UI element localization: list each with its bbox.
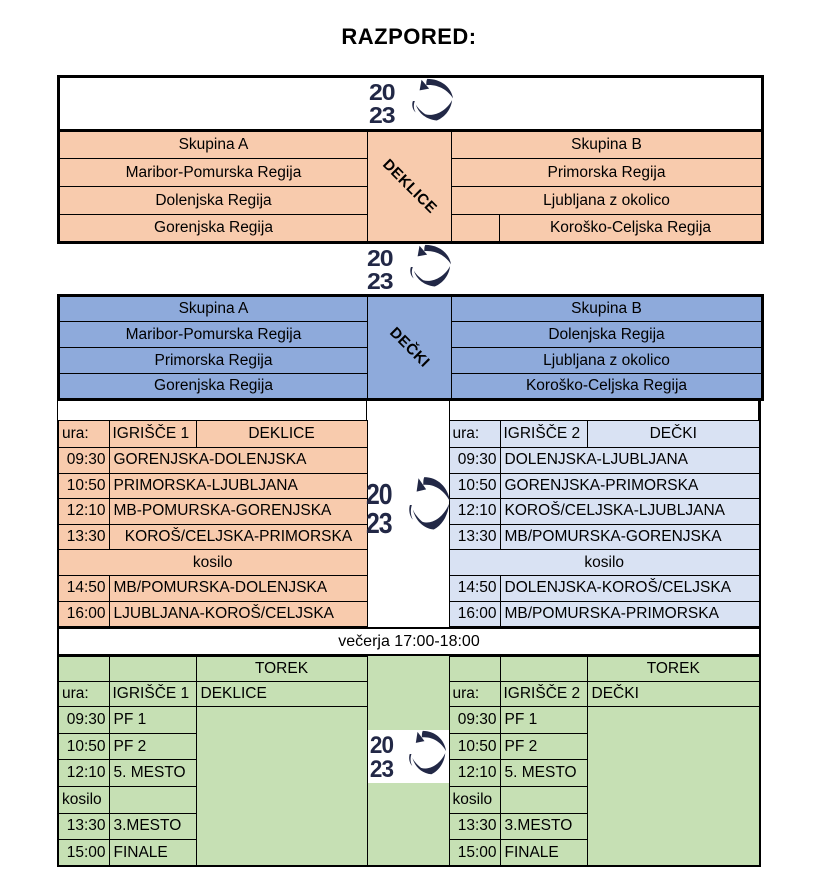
logo-2023 — [365, 476, 451, 534]
team-cell: Maribor-Pomurska Regija — [59, 322, 368, 348]
time-cell: 10:50 — [449, 733, 500, 760]
team-cell: Dolenjska Regija — [59, 187, 368, 215]
category-label: DEČKI — [386, 324, 433, 371]
category-cell-boys — [368, 296, 452, 400]
table-row — [59, 296, 763, 322]
page-title: RAZPORED: — [341, 24, 477, 49]
time-cell: 09:30 — [449, 448, 500, 474]
time-header: ura: — [58, 682, 109, 707]
empty-cell — [500, 657, 587, 682]
match-cell: DOLENJSKA-KOROŠ/CELJSKA — [500, 575, 760, 601]
logo-year-top: 20 — [366, 245, 393, 272]
match-cell: DOLENJSKA-LJUBLJANA — [500, 448, 760, 474]
table-row — [449, 499, 760, 525]
match-cell: LJUBLJANA-KOROŠ/CELJSKA — [109, 601, 367, 627]
time-cell: 15:00 — [449, 840, 500, 867]
category-label: DEKLICE — [378, 155, 441, 218]
table-row — [449, 421, 760, 448]
match-cell: FINALE — [109, 840, 196, 867]
grid-gap — [57, 401, 761, 420]
lunch-cell: kosilo — [58, 550, 367, 576]
time-cell: 10:50 — [58, 733, 109, 760]
table-row — [58, 707, 367, 734]
team-cell: Koroško-Celjska Regija — [500, 215, 763, 243]
match-cell: PRIMORSKA-LJUBLJANA — [109, 473, 367, 499]
table-row — [58, 601, 367, 627]
lunch-cell: kosilo — [449, 550, 760, 576]
table-row — [449, 473, 760, 499]
time-header: ura: — [449, 421, 500, 448]
time-cell: 12:10 — [58, 499, 109, 525]
logo-ball-smile-icon — [415, 100, 451, 120]
category-header: DEKLICE — [196, 421, 367, 448]
group-b-header: Skupina B — [452, 296, 763, 322]
finals-table-boys — [449, 656, 762, 867]
match-cell: MB-POMURSKA-GORENJSKA — [109, 499, 367, 525]
match-cell: GORENJSKA-PRIMORSKA — [500, 473, 760, 499]
group-a-header: Skupina A — [59, 296, 368, 322]
logo-2023 — [366, 244, 452, 290]
time-cell: 13:30 — [449, 813, 500, 840]
lunch-cell: kosilo — [449, 786, 500, 813]
time-cell: 12:10 — [449, 499, 500, 525]
grid-line — [366, 401, 367, 420]
group-b-header: Skupina B — [452, 131, 763, 159]
spacer-cell — [452, 215, 500, 243]
table-row — [449, 682, 760, 707]
match-cell: KOROŠ/CELJSKA-PRIMORSKA — [109, 524, 367, 550]
middle-strip — [365, 420, 449, 627]
logo-ball-smile-icon — [412, 753, 445, 774]
time-cell: 09:30 — [58, 707, 109, 734]
empty-cell — [58, 657, 109, 682]
notes-cell — [196, 707, 367, 867]
table-row — [58, 682, 367, 707]
finals-section — [57, 656, 761, 867]
court-header: IGRIŠČE 1 — [109, 421, 196, 448]
logo-year-bottom: 23 — [365, 507, 392, 534]
table-row — [58, 550, 367, 576]
match-cell: MB/POMURSKA-DOLENJSKA — [109, 575, 367, 601]
logo-ball-smile-icon — [413, 504, 449, 530]
category-cell-girls — [368, 131, 452, 243]
table-row — [59, 131, 763, 159]
team-cell: Dolenjska Regija — [452, 322, 763, 348]
logo-year-top: 20 — [365, 478, 392, 511]
court-header: IGRIŠČE 2 — [500, 421, 587, 448]
logo-year-bottom: 23 — [366, 268, 393, 290]
logo-cell — [59, 77, 763, 131]
logo-ball-top-icon — [423, 477, 450, 502]
time-cell: 13:30 — [449, 524, 500, 550]
logo-ball-smile-icon — [414, 266, 450, 286]
day-header: TOREK — [587, 657, 760, 682]
time-cell: 10:50 — [58, 473, 109, 499]
team-cell: Ljubljana z okolico — [452, 348, 763, 374]
table-row — [449, 575, 760, 601]
time-cell: 09:30 — [58, 448, 109, 474]
time-cell: 16:00 — [58, 601, 109, 627]
logo-2023 — [369, 730, 447, 778]
table-row — [58, 448, 367, 474]
match-cell: PF 2 — [109, 733, 196, 760]
finals-table-girls — [57, 656, 368, 867]
logo-year-top: 20 — [368, 79, 395, 106]
table-row — [449, 448, 760, 474]
match-cell: MB/POMURSKA-GORENJSKA — [500, 524, 760, 550]
logo-2023 — [368, 78, 454, 124]
groups-table-boys — [57, 294, 764, 401]
notes-cell — [587, 707, 760, 867]
empty-cell — [109, 657, 196, 682]
table-row — [449, 657, 760, 682]
time-cell: 10:50 — [449, 473, 500, 499]
logo-box — [368, 730, 449, 783]
table-row — [449, 524, 760, 550]
table-row — [59, 77, 763, 131]
category-header: DEKLICE — [196, 682, 367, 707]
logo-year-bottom: 23 — [369, 755, 394, 779]
table-row — [58, 657, 367, 682]
team-cell: Ljubljana z okolico — [452, 187, 763, 215]
time-cell: 14:50 — [58, 575, 109, 601]
category-header: DEČKI — [587, 682, 760, 707]
time-cell: 09:30 — [449, 707, 500, 734]
time-cell: 14:50 — [449, 575, 500, 601]
time-cell: 12:10 — [58, 760, 109, 787]
category-header: DEČKI — [587, 421, 760, 448]
match-cell — [500, 786, 587, 813]
team-cell: Primorska Regija — [452, 159, 763, 187]
team-cell: Primorska Regija — [59, 348, 368, 374]
schedule-table-girls — [57, 420, 368, 627]
time-header: ura: — [449, 682, 500, 707]
logo-paren-icon — [409, 505, 413, 520]
table-row — [58, 575, 367, 601]
logo-year-top: 20 — [369, 731, 394, 759]
match-cell: KOROŠ/CELJSKA-LJUBLJANA — [500, 499, 760, 525]
table-row — [58, 524, 367, 550]
match-cell: FINALE — [500, 840, 587, 867]
groups-table-girls — [57, 75, 764, 244]
dinner-label: večerja 17:00-18:00 — [338, 632, 480, 650]
match-cell: GORENJSKA-DOLENJSKA — [109, 448, 367, 474]
table-row — [449, 707, 760, 734]
match-cell: 5. MESTO — [109, 760, 196, 787]
empty-cell — [449, 657, 500, 682]
team-cell: Gorenjska Regija — [59, 215, 368, 243]
team-cell: Koroško-Celjska Regija — [452, 374, 763, 400]
match-cell: PF 1 — [109, 707, 196, 734]
team-cell: Maribor-Pomurska Regija — [59, 159, 368, 187]
table-row — [58, 473, 367, 499]
match-cell: MB/POMURSKA-PRIMORSKA — [500, 601, 760, 627]
logo-paren-icon — [410, 267, 414, 279]
logo-strip — [57, 244, 761, 294]
court-header: IGRIŠČE 1 — [109, 682, 196, 707]
match-cell: 3.MESTO — [500, 813, 587, 840]
grid-line — [758, 401, 761, 420]
time-cell: 15:00 — [58, 840, 109, 867]
logo-ball-top-icon — [424, 244, 451, 263]
grid-line — [57, 401, 58, 420]
day-header: TOREK — [196, 657, 367, 682]
table-row — [58, 421, 367, 448]
time-header: ura: — [58, 421, 109, 448]
dinner-row — [57, 627, 761, 656]
table-row — [449, 601, 760, 627]
team-cell: Gorenjska Regija — [59, 374, 368, 400]
day1-schedules — [57, 420, 761, 627]
logo-paren-icon — [409, 754, 412, 766]
match-cell: PF 1 — [500, 707, 587, 734]
time-cell: 13:30 — [58, 524, 109, 550]
schedule-document — [57, 75, 761, 867]
court-header: IGRIŠČE 2 — [500, 682, 587, 707]
logo-ball-top-icon — [426, 79, 453, 98]
grid-line — [449, 401, 450, 420]
table-row — [58, 499, 367, 525]
match-cell: 5. MESTO — [500, 760, 587, 787]
middle-strip-green — [368, 656, 449, 867]
group-a-header: Skupina A — [59, 131, 368, 159]
time-cell: 13:30 — [58, 813, 109, 840]
match-cell: PF 2 — [500, 733, 587, 760]
time-cell: 12:10 — [449, 760, 500, 787]
match-cell — [109, 786, 196, 813]
lunch-cell: kosilo — [58, 786, 109, 813]
time-cell: 16:00 — [449, 601, 500, 627]
logo-paren-icon — [412, 101, 416, 113]
logo-ball-top-icon — [422, 731, 446, 751]
table-row — [449, 550, 760, 576]
schedule-table-boys — [449, 420, 762, 627]
match-cell: 3.MESTO — [109, 813, 196, 840]
logo-year-bottom: 23 — [368, 102, 395, 124]
